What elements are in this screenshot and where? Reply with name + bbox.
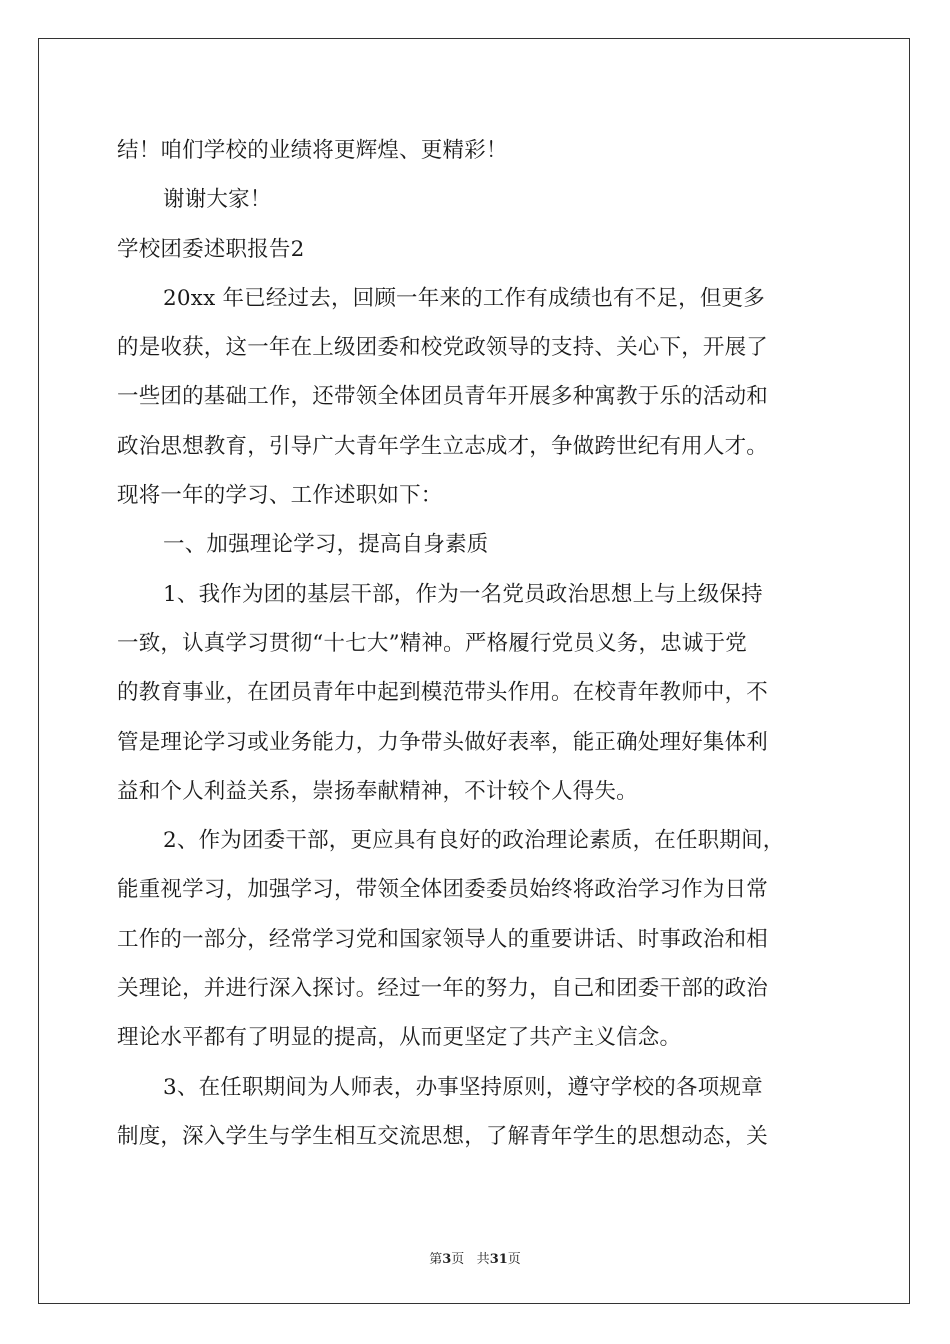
text-line: 谢谢大家！ [163, 187, 272, 213]
text-line: 理论水平都有了明显的提高，从而更坚定了共产主义信念。 [117, 1025, 682, 1051]
text-line: 制度，深入学生与学生相互交流思想，了解青年学生的思想动态，关 [117, 1123, 769, 1149]
text-line: 工作的一部分，经常学习党和国家领导人的重要讲话、时事政治和相 [117, 926, 769, 952]
text-line: 2、作为团委干部，更应具有良好的政治理论素质，在任职期间， [163, 828, 785, 854]
text-line: 益和个人利益关系，崇扬奉献精神，不计较个人得失。 [117, 778, 638, 804]
total-page-count: 31 [489, 1252, 508, 1267]
text-line: 管是理论学习或业务能力，力争带头做好表率，能正确处理好集体利 [117, 729, 769, 755]
text-line: 结！咱们学校的业绩将更辉煌、更精彩！ [117, 138, 508, 163]
page-footer [0, 1248, 950, 1267]
text-line: 的教育事业，在团员青年中起到模范带头作用。在校青年教师中，不 [117, 680, 769, 706]
text-line: 关理论，并进行深入探讨。经过一年的努力，自己和团委干部的政治 [117, 976, 769, 1002]
text-line: 3、在任职期间为人师表，办事坚持原则，遵守学校的各项规章 [163, 1074, 763, 1100]
text-line: 能重视学习，加强学习，带领全体团委委员始终将政治学习作为日常 [117, 877, 769, 903]
current-page-number: 3 [442, 1252, 452, 1267]
text-line: 一致，认真学习贯彻“十七大”精神。严格履行党员义务，忠诚于党 [117, 630, 747, 656]
section-title: 学校团委述职报告2 [117, 236, 305, 262]
text-line: 1、我作为团的基层干部，作为一名党员政治思想上与上级保持 [163, 581, 763, 607]
text-line: 20xx 年已经过去，回顾一年来的工作有成绩也有不足，但更多 [163, 285, 765, 311]
subheading: 一、加强理论学习，提高自身素质 [163, 532, 489, 558]
footer-page-suffix: 页 [451, 1252, 465, 1267]
text-line: 政治思想教育，引导广大青年学生立志成才，争做跨世纪有用人才。 [117, 433, 769, 459]
document-body [117, 126, 837, 1161]
footer-total-prefix: 共 [476, 1252, 490, 1267]
text-line: 的是收获，这一年在上级团委和校党政领导的支持、关心下，开展了 [117, 335, 769, 361]
text-line: 现将一年的学习、工作述职如下： [117, 483, 443, 509]
footer-prefix: 第 [429, 1252, 443, 1267]
footer-total-suffix: 页 [507, 1252, 521, 1267]
text-line: 一些团的基础工作，还带领全体团员青年开展多种寓教于乐的活动和 [117, 384, 769, 410]
